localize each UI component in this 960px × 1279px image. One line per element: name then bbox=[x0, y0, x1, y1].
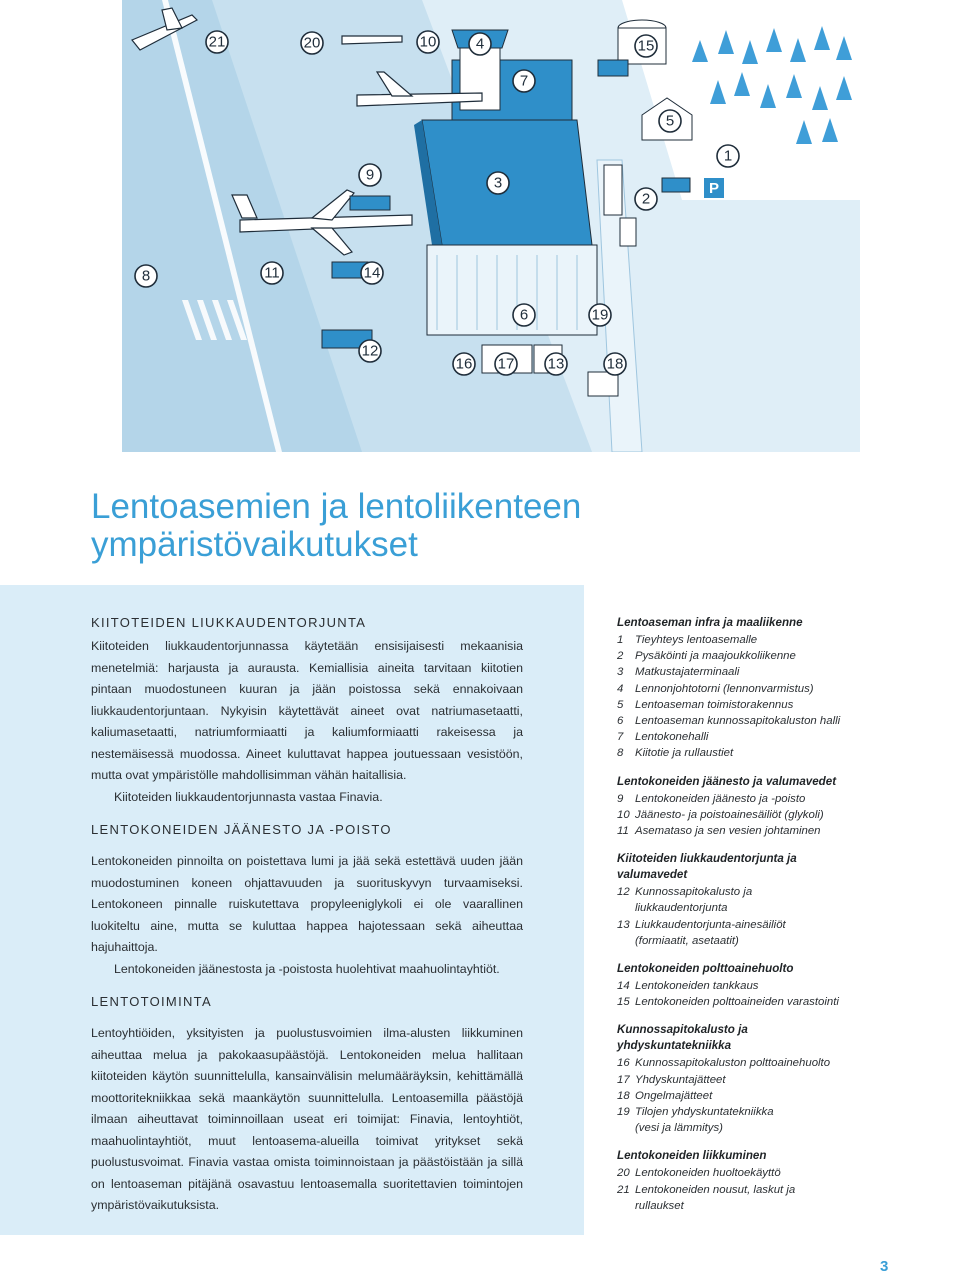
badge-8 bbox=[135, 265, 157, 287]
parking-sign-label: P bbox=[708, 180, 720, 197]
badge-5 bbox=[659, 110, 681, 132]
section-1-paragraph-2: Kiitoteiden liukkaudentorjunnasta vastaa Finavia. bbox=[114, 789, 383, 804]
airport-illustration bbox=[122, 0, 860, 452]
badge-20 bbox=[301, 32, 323, 54]
legend-item: 7 Lentokonehalli bbox=[617, 731, 709, 744]
svg-text:3: 3 bbox=[493, 174, 503, 192]
badge-14 bbox=[361, 262, 383, 284]
svg-text:13: 13 bbox=[547, 355, 565, 373]
svg-text:21: 21 bbox=[208, 33, 226, 51]
badge-13 bbox=[545, 353, 567, 375]
legend-group bbox=[617, 1022, 947, 1136]
svg-text:14: 14 bbox=[363, 264, 381, 282]
section-heading-2: LENTOKONEIDEN JÄÄNESTO JA -POISTO bbox=[91, 822, 392, 837]
svg-text:16: 16 bbox=[455, 355, 473, 373]
badge-16 bbox=[453, 353, 475, 375]
badge-19 bbox=[589, 304, 611, 326]
legend-item: 3 Matkustajaterminaali bbox=[617, 666, 740, 679]
legend-group bbox=[617, 615, 947, 762]
legend-group bbox=[617, 851, 947, 949]
legend-item: 18 Ongelmajätteet bbox=[617, 1089, 713, 1102]
badge-6 bbox=[513, 304, 535, 326]
badge-3 bbox=[487, 172, 509, 194]
badge-2 bbox=[635, 188, 657, 210]
page-number: 3 bbox=[880, 1258, 889, 1275]
body-text bbox=[91, 615, 523, 1217]
legend-item: 1 Tieyhteys lentoasemalle bbox=[617, 634, 758, 646]
svg-text:2: 2 bbox=[641, 190, 651, 208]
airport-diagram bbox=[122, 0, 860, 452]
badge-11 bbox=[261, 262, 283, 284]
section-2-paragraph-1: Lentokoneiden pinnoilta on poistettava lumi ja jää sekä estettävä uuden jään muodostuminen koneen ohjattavuuden ja suorituskyvyn turvaamiseksi. Lentokoneen pinnalle ruiskutettava propyleeniglykoli ei ole vaarallinen luokiteltu aine, mutta se kuluttaa happea hajotessaan sekä aiheuttaa hajuhaittoja. bbox=[91, 854, 523, 954]
legend-item: 9 Lentokoneiden jäänesto ja -poisto bbox=[617, 792, 806, 805]
legend-item: 13 Liukkaudentorjunta-ainesäiliöt (formiaatit, asetaatit) bbox=[617, 918, 786, 947]
svg-text:9: 9 bbox=[365, 166, 375, 184]
svg-text:20: 20 bbox=[303, 34, 321, 52]
svg-text:5: 5 bbox=[665, 112, 675, 130]
legend-group-heading: Lentokoneiden polttoainehuolto bbox=[617, 962, 794, 976]
badge-18 bbox=[604, 353, 626, 375]
svg-text:11: 11 bbox=[264, 264, 280, 282]
svg-text:6: 6 bbox=[519, 306, 529, 324]
section-heading-1: KIITOTEIDEN LIUKKAUDENTORJUNTA bbox=[91, 615, 367, 630]
page-title-line1: Lentoasemien ja lentoliikenteen bbox=[91, 487, 582, 526]
svg-text:15: 15 bbox=[637, 37, 655, 55]
badge-7 bbox=[513, 70, 535, 92]
badge-15 bbox=[635, 35, 657, 57]
svg-text:12: 12 bbox=[361, 342, 379, 360]
legend-item: 16 Kunnossapitokaluston polttoainehuolto bbox=[617, 1057, 831, 1070]
legend-item: 19 Tilojen yhdyskuntatekniikka (vesi ja lämmitys) bbox=[617, 1106, 774, 1135]
svg-text:7: 7 bbox=[519, 72, 529, 90]
legend-group bbox=[617, 1148, 947, 1214]
svg-text:1: 1 bbox=[723, 147, 733, 165]
section-1-paragraph-1: Kiitoteiden liukkaudentorjunnassa käytetään ensisijaisesti mekaanisia menetelmiä: harjausta ja aurausta. Kemiallisia aineita tarvitaan kiitotien pintaan muodostuneen kuuran ja jään poistossa sekä ennakoivaan liukkaudentorjuntaan. Nykyisin käytettävät aineet ovat natriumasetaatti, kaliumasetaatti, natriumformiaatti ja kaliumformiaatti rakeisessa ja nestemäisessä muodossa. Aineet kuluttavat happea joutuessaan vesistöön, mutta ovat ympäristölle mahdollisimman vähän haitallisia. bbox=[91, 639, 523, 782]
legend-group-heading: Lentoaseman infra ja maaliikenne bbox=[617, 616, 803, 629]
legend-item: 10 Jäänesto- ja poistoainesäiliöt (glykoli) bbox=[617, 808, 824, 821]
legend-item: 11 Asemataso ja sen vesien johtaminen bbox=[617, 825, 821, 838]
svg-text:10: 10 bbox=[419, 33, 437, 51]
badge-17 bbox=[495, 353, 517, 375]
legend-group-heading: Lentokoneiden jäänesto ja valumavedet bbox=[617, 774, 837, 788]
legend-item: 20 Lentokoneiden huoltoekäyttö bbox=[617, 1167, 781, 1180]
legend-item: 17 Yhdyskuntajätteet bbox=[617, 1073, 726, 1086]
legend-item: 14 Lentokoneiden tankkaus bbox=[617, 980, 759, 993]
legend-item: 8 Kiitotie ja rullaustiet bbox=[617, 747, 734, 760]
legend-group-heading: Lentokoneiden liikkuminen bbox=[617, 1149, 767, 1163]
page-title-line2: ympäristövaikutukset bbox=[91, 525, 418, 564]
svg-text:17: 17 bbox=[497, 355, 515, 373]
section-2-paragraph-2: Lentokoneiden jäänestosta ja -poistosta huolehtivat maahuolintayhtiöt. bbox=[114, 961, 500, 976]
section-heading-3: LENTOTOIMINTA bbox=[91, 994, 212, 1009]
svg-text:4: 4 bbox=[475, 35, 485, 53]
legend-item: 2 Pysäköinti ja maajoukkoliikenne bbox=[617, 650, 796, 663]
page-title bbox=[91, 488, 791, 564]
section-3-paragraph-1: Lentoyhtiöiden, yksityisten ja puolustusvoimien ilma-alusten liikkuminen aiheuttaa melua ja pakokaasupäästöjä. Lentokoneiden melua hallitaan kiitoteiden käytön suunnittelulla, kansainvälisin melumääräyksin, kehittämällä moottoritekniikkaa sekä maankäytön suunnittelulla. Lentoasemilla päästöjä ilmaan aiheuttavat toiminnoillaan useat eri toimijat: Finavia, lentoyhtiöt, maahuolintayhtiöt, muut lentoasema-alueilla toimivat yritykset sekä puolustusvoimat. Finavia vastaa omista toiminnoistaan ja päästöistään ja sillä on lentoaseman pitäjänä osavastuu lentoasemalla suoritettavien toimintojen ympäristövaikutuksista. bbox=[91, 1026, 523, 1212]
badge-4 bbox=[469, 33, 491, 55]
badge-21 bbox=[206, 31, 228, 53]
legend-item: 12 Kunnossapitokalusto ja liukkaudentorjunta bbox=[617, 886, 753, 915]
badge-9 bbox=[359, 164, 381, 186]
legend-item: 5 Lentoaseman toimistorakennus bbox=[617, 698, 794, 711]
svg-text:8: 8 bbox=[141, 267, 151, 285]
legend-item: 6 Lentoaseman kunnossapitokaluston halli bbox=[617, 715, 841, 728]
svg-text:18: 18 bbox=[606, 355, 624, 373]
badge-10 bbox=[417, 31, 439, 53]
legend-item: 21 Lentokoneiden nousut, laskut ja rullaukset bbox=[617, 1183, 796, 1212]
legend-group-heading: Kiitoteiden liukkaudentorjunta ja valumavedet bbox=[617, 852, 797, 882]
legend bbox=[617, 615, 947, 1226]
badge-12 bbox=[359, 340, 381, 362]
badge-1 bbox=[717, 145, 739, 167]
legend-group bbox=[617, 961, 947, 1010]
legend-group-heading: Kunnossapitokalusto ja yhdyskuntatekniikka bbox=[617, 1023, 748, 1053]
legend-item: 4 Lennonjohtotorni (lennonvarmistus) bbox=[617, 682, 814, 695]
svg-text:19: 19 bbox=[591, 306, 609, 324]
legend-item: 15 Lentokoneiden polttoaineiden varastointi bbox=[617, 996, 839, 1009]
legend-group bbox=[617, 774, 947, 840]
